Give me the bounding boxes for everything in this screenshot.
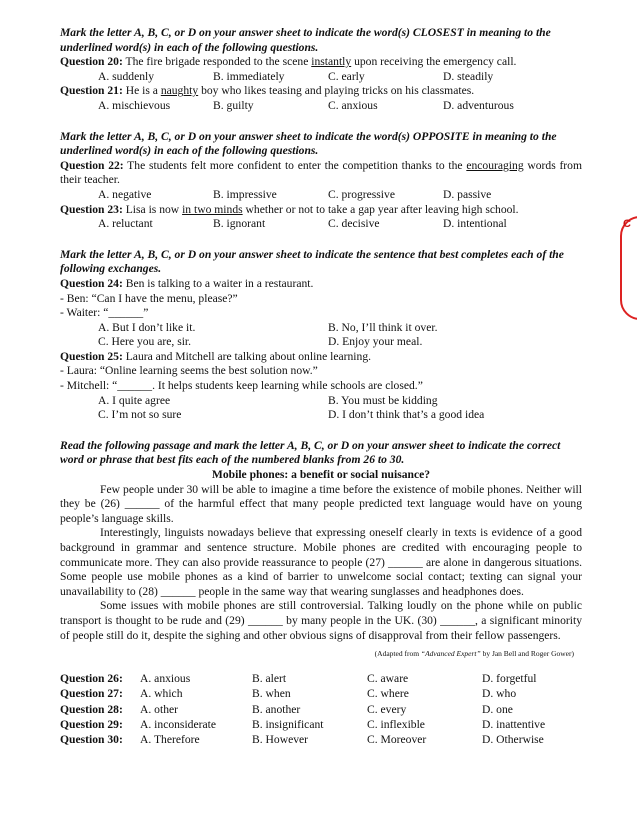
options-20 bbox=[60, 70, 582, 85]
option-d: D. Otherwise bbox=[482, 733, 544, 747]
dialogue-line: - Mitchell: “______. It helps students keep learning while schools are closed.” bbox=[60, 379, 423, 393]
section-instruction-exchanges: Mark the letter A, B, C, or D on your answer sheet to indicate the sentence that best completes each of the following exchanges. bbox=[60, 247, 564, 276]
question-text: Ben is talking to a waiter in a restaurant. bbox=[122, 276, 314, 290]
option-c: C. Moreover bbox=[367, 733, 427, 747]
question-text: He is a bbox=[122, 84, 161, 98]
question-text: The fire brigade responded to the scene bbox=[122, 55, 312, 69]
options-23 bbox=[60, 217, 582, 232]
option-a: A. But I don’t like it. bbox=[98, 320, 196, 334]
dialogue-line: - Waiter: “______” bbox=[60, 306, 149, 320]
passage-paragraph-1: Few people under 30 will be able to imagine a time before the existence of mobile phones. Neither will they be (26) ______ of the harmful effect that many people predicted text language would have on young people’s language skills. bbox=[60, 482, 582, 525]
question-text: The students felt more confident to enter the competition thanks to the bbox=[123, 158, 467, 172]
option-b: B. another bbox=[252, 702, 301, 716]
options-22 bbox=[60, 188, 582, 203]
option-c: C. where bbox=[367, 687, 409, 701]
option-c: C. progressive bbox=[328, 187, 395, 201]
answer-question-label: Question 26: bbox=[60, 672, 123, 686]
option-c: C. inflexible bbox=[367, 718, 425, 732]
option-d: D. one bbox=[482, 702, 513, 716]
answer-question-label: Question 28: bbox=[60, 702, 123, 716]
exam-page bbox=[60, 24, 582, 748]
option-d: D. who bbox=[482, 687, 517, 701]
dialogue-line: - Ben: “Can I have the menu, please?” bbox=[60, 291, 238, 305]
question-text: upon receiving the emergency call. bbox=[351, 55, 517, 69]
options-21 bbox=[60, 99, 582, 114]
option-d: D. inattentive bbox=[482, 718, 546, 732]
question-label: Question 21: bbox=[60, 84, 123, 98]
question-label: Question 20: bbox=[60, 55, 123, 69]
option-d: D. Enjoy your meal. bbox=[328, 335, 423, 349]
option-c: C. early bbox=[328, 69, 365, 83]
question-label: Question 22: bbox=[60, 158, 124, 172]
option-c: C. decisive bbox=[328, 217, 380, 231]
option-b: B. You must be kidding bbox=[328, 393, 438, 407]
passage-paragraph-3: Some issues with mobile phones are still controversial. Talking loudly on the phone while on public transport is thought to be rude and (29) ______ by many people in the UK. (30) ______, a significant minority of people still do it, despite the sighing and other obvious signs of disapproval from their fellow passengers. bbox=[60, 599, 582, 642]
answer-question-label: Question 27: bbox=[60, 687, 123, 701]
passage-source bbox=[60, 649, 582, 659]
option-a: A. suddenly bbox=[98, 69, 155, 83]
answer-question-label: Question 30: bbox=[60, 733, 123, 747]
question-25 bbox=[60, 350, 582, 365]
option-b: B. immediately bbox=[213, 69, 285, 83]
answer-question-label: Question 29: bbox=[60, 718, 123, 732]
source-text: (Adapted from bbox=[374, 649, 421, 659]
underlined-word: instantly bbox=[311, 55, 352, 69]
question-text: whether or not to take a gap year after leaving high school. bbox=[242, 202, 519, 216]
stamp-letter: C bbox=[623, 218, 631, 230]
option-b: B. No, I’ll think it over. bbox=[328, 320, 438, 334]
option-a: A. anxious bbox=[140, 672, 191, 686]
dialogue-line: - Laura: “Online learning seems the best solution now.” bbox=[60, 364, 318, 378]
underlined-word: naughty bbox=[160, 84, 199, 98]
option-d: D. I don’t think that’s a good idea bbox=[328, 408, 485, 422]
question-text: words from their teacher. bbox=[60, 158, 582, 187]
stamp-icon bbox=[618, 210, 637, 325]
question-label: Question 23: bbox=[60, 202, 123, 216]
option-a: A. negative bbox=[98, 187, 152, 201]
underlined-word: in two minds bbox=[182, 202, 243, 216]
question-20 bbox=[60, 55, 582, 70]
section-instruction-passage: Read the following passage and mark the letter A, B, C, or D on your answer sheet to indicate the correct word or phrase that best fits each of the numbered blanks from 26 to 30. bbox=[60, 438, 561, 467]
option-c: C. anxious bbox=[328, 98, 378, 112]
option-c: C. aware bbox=[367, 672, 409, 686]
question-text: Laura and Mitchell are talking about online learning. bbox=[122, 349, 372, 363]
option-d: D. intentional bbox=[443, 217, 507, 231]
question-24 bbox=[60, 277, 582, 292]
option-b: B. insignificant bbox=[252, 718, 324, 732]
question-21 bbox=[60, 84, 582, 99]
option-b: B. when bbox=[252, 687, 291, 701]
section-instruction-closest: Mark the letter A, B, C, or D on your answer sheet to indicate the word(s) CLOSEST in meaning to the underlined word(s) in each of the following questions. bbox=[60, 26, 551, 54]
option-a: A. Therefore bbox=[140, 733, 200, 747]
question-22 bbox=[60, 159, 582, 188]
question-label: Question 25: bbox=[60, 349, 123, 363]
question-label: Question 24: bbox=[60, 276, 123, 290]
question-text: Lisa is now bbox=[122, 202, 183, 216]
answer-options-grid bbox=[60, 671, 582, 747]
option-d: D. steadily bbox=[443, 69, 494, 83]
option-d: D. passive bbox=[443, 187, 492, 201]
question-23 bbox=[60, 203, 582, 218]
option-c: C. I’m not so sure bbox=[98, 408, 182, 422]
option-d: D. forgetful bbox=[482, 672, 537, 686]
option-b: B. alert bbox=[252, 672, 287, 686]
option-b: B. guilty bbox=[213, 98, 254, 112]
passage-paragraph-2: Interestingly, linguists nowadays believe that expressing oneself clearly in texts is evidence of a good background in grammar and sentence structure. Mobile phones are credited with encouraging people to communicate more. They can also provide reassurance to people (27) ______ are alone in dangerous situations. Some people use mobile phones as a kind of barrier to unwelcome social contact; texting can signal your unavailability to (28) ______ people in the same way that wearing sunglasses and headphones does. bbox=[60, 526, 582, 598]
question-text: boy who likes teasing and playing tricks on his classmates. bbox=[198, 84, 475, 98]
option-b: B. ignorant bbox=[213, 217, 266, 231]
option-c: C. Here you are, sir. bbox=[98, 335, 192, 349]
option-b: B. impressive bbox=[213, 187, 277, 201]
options-25 bbox=[60, 394, 582, 423]
source-book: “Advanced Expert” bbox=[420, 649, 481, 659]
source-text: by Jan Bell and Roger Gower) bbox=[480, 649, 574, 659]
option-d: D. adventurous bbox=[443, 98, 514, 112]
passage-title: Mobile phones: a benefit or social nuisance? bbox=[211, 468, 431, 482]
option-a: A. which bbox=[140, 687, 183, 701]
option-a: A. I quite agree bbox=[98, 393, 171, 407]
stamp-ring bbox=[620, 216, 637, 320]
option-a: A. inconsiderate bbox=[140, 718, 216, 732]
option-a: A. mischievous bbox=[98, 98, 171, 112]
options-24 bbox=[60, 321, 582, 350]
option-a: A. other bbox=[140, 702, 178, 716]
underlined-word: encouraging bbox=[466, 158, 524, 172]
option-c: C. every bbox=[367, 702, 407, 716]
section-instruction-opposite: Mark the letter A, B, C, or D on your answer sheet to indicate the word(s) OPPOSITE in meaning to the underlined word(s) in each of the following questions. bbox=[60, 129, 557, 158]
option-a: A. reluctant bbox=[98, 217, 153, 231]
option-b: B. However bbox=[252, 733, 309, 747]
